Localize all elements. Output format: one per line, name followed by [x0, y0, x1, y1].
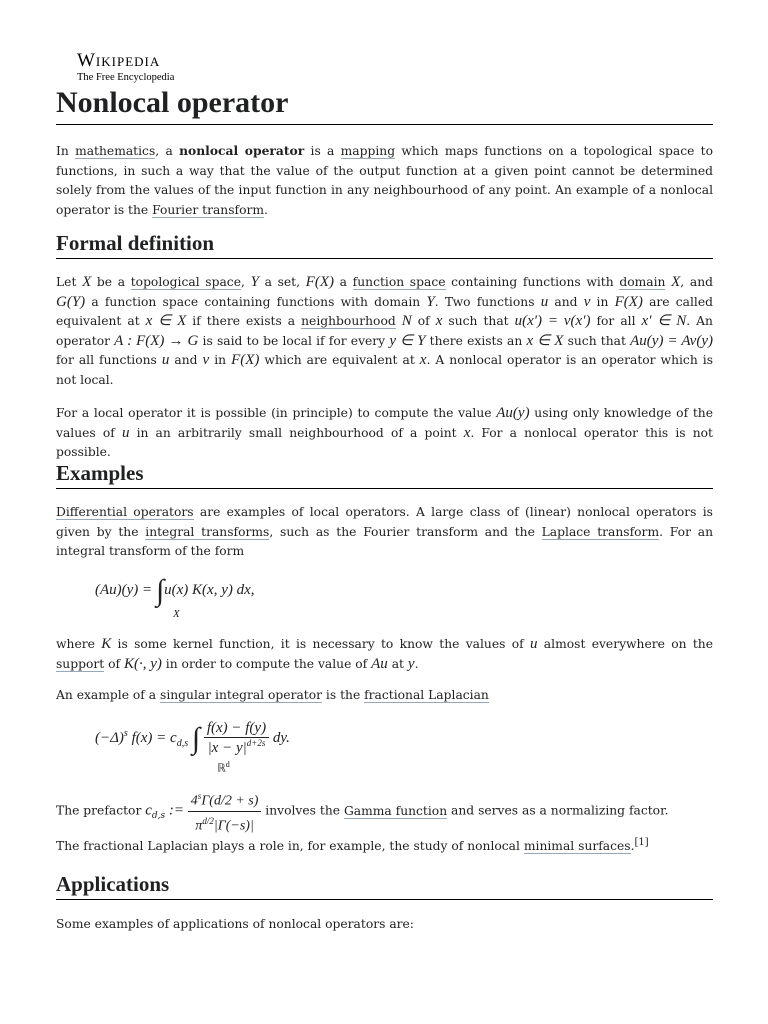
logo-tagline: The Free Encyclopedia: [77, 72, 175, 83]
examples-paragraph-4: The prefactor $c_{d,s}$ := $\frac{4^s\Gamma(d/2 + s)}{\pi^{d/2}|\Gamma(-s)|}$ involves the Gamma function and serves as a normalizing factor.: [56, 787, 713, 838]
heading-examples: Examples: [56, 459, 713, 489]
link-support[interactable]: support: [56, 656, 105, 671]
link-laplace-transform[interactable]: Laplace transform: [541, 524, 660, 539]
examples-paragraph-2: where K is some kernel function, it is necessary to know the values of u almost everywhere on the support of K(·, y) in order to compute the value of Au at y.: [56, 636, 713, 672]
link-fractional-laplacian[interactable]: fractional Laplacian: [364, 688, 489, 702]
intro-paragraph: In mathematics, a nonlocal operator is a mapping which maps functions on a topological space to functions, in such a way that the value of the output function at a given point cannot be determined solely from the values of the input function in any neighbourhood of any point. An example of a nonlocal operator is the Fourier transform.: [56, 143, 714, 217]
link-gamma-function[interactable]: Gamma function: [343, 803, 448, 818]
equation-integral-transform: (Au)(y) = ∫u(x) K(x, y) dx, X: [95, 574, 255, 620]
examples-paragraph-5: The fractional Laplacian plays a role in, for example, the study of nonlocal minimal surfaces.[1]: [56, 837, 649, 854]
wikipedia-logo[interactable]: [77, 51, 174, 83]
link-neighbourhood[interactable]: neighbourhood: [301, 314, 396, 328]
term-bold: nonlocal operator: [179, 143, 305, 158]
logo-wordmark: Wikipedia: [77, 50, 161, 71]
link-topological-space[interactable]: topological space: [130, 275, 241, 289]
link-domain[interactable]: domain: [619, 275, 666, 289]
link-minimal-surfaces[interactable]: minimal surfaces: [523, 839, 631, 854]
formal-paragraph-1: Let X be a topological space, Y a set, F(X) a function space containing functions with domain X, and G(Y) a function space containing functions with domain Y. Two functions u and v in F(X) are called equivalent at x ∈ X if there exists a neighbourhood N of x such that u(x′) = v(x′) for all x′ ∈ N. An operator A : F(X) → G is said to be local if for every y ∈ Y there exists an x ∈ X such that Au(y) = Av(y) for all functions u and v in F(X) which are equivalent at x. A nonlocal operator is an operator which is not local.: [56, 274, 714, 387]
page-title: Nonlocal operator: [56, 84, 713, 125]
link-singular-integral-operator[interactable]: singular integral operator: [160, 688, 323, 702]
heading-formal-definition: Formal definition: [56, 229, 713, 259]
link-integral-transforms[interactable]: integral transforms: [145, 524, 270, 539]
link-function-space[interactable]: function space: [352, 275, 446, 289]
link-mapping[interactable]: mapping: [340, 144, 396, 158]
heading-applications: Applications: [56, 870, 713, 900]
formal-paragraph-2: For a local operator it is possible (in principle) to compute the value Au(y) using only knowledge of the values of u in an arbitrarily small neighbourhood of a point x. For a nonlocal operator this is not possible.: [56, 405, 714, 459]
examples-paragraph-1: Differential operators are examples of local operators. A large class of (linear) nonlocal operators is given by the integral transforms, such as the Fourier transform and the Laplace transform. For an integral transform of the form: [56, 505, 713, 558]
link-fourier-transform[interactable]: Fourier transform: [152, 202, 265, 217]
equation-fractional-laplacian: $(-\Delta)^s$ $f(x) = c_{d,s}$ ∫ $\frac{f(x) - f(y)}{|x - y|^{d+2s}}$ dy. ℝ$^d$: [95, 720, 290, 775]
link-differential-operators[interactable]: Differential operators: [56, 505, 194, 519]
examples-paragraph-3: An example of a singular integral operator is the fractional Laplacian: [56, 688, 489, 702]
applications-paragraph: Some examples of applications of nonlocal operators are:: [56, 917, 414, 931]
link-mathematics[interactable]: mathematics: [75, 144, 156, 158]
reference-1[interactable]: [1]: [634, 837, 649, 848]
